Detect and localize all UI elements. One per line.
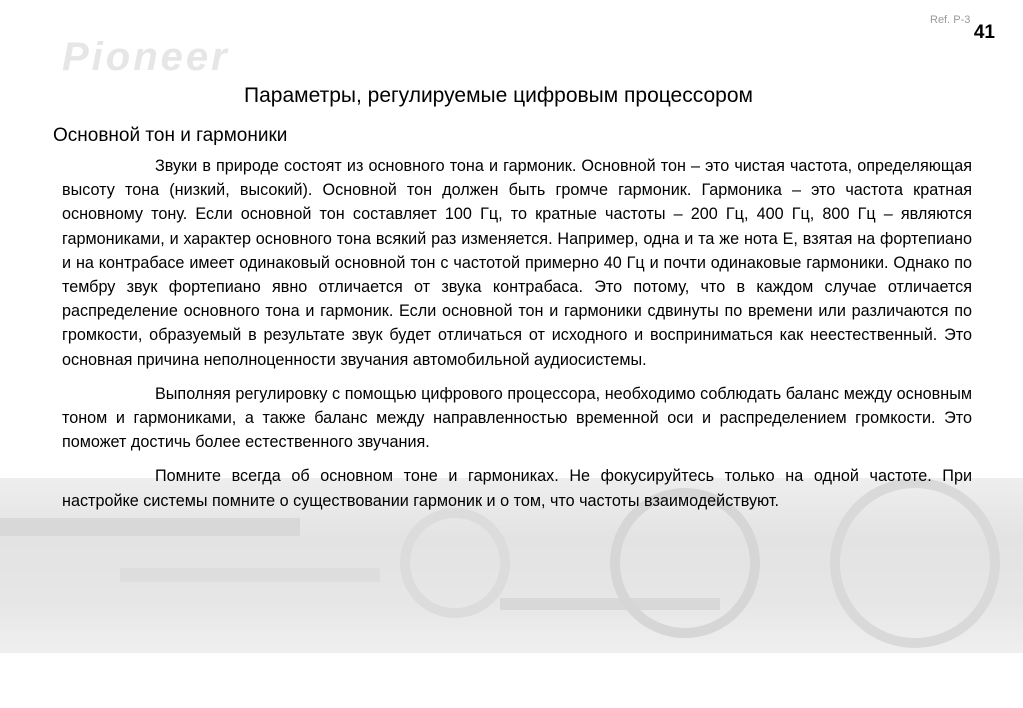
logo-text: Pioneer — [62, 36, 230, 76]
paragraph: Звуки в природе состоят из основного тона и гармоник. Основной тон – это чистая частота, определяющая высоту тона (низкий, высокий). Основной тон должен быть громче гармоник. Гармоника – это частота кратная основному тону. Если основной тон составляет 100 Гц, то кратные частоты – 200 Гц, 400 Гц, 800 Гц – являются гармониками, и характер основного тона всякий раз изменяется. Например, одна и та же нота Е, взятая на фортепиано и на контрабасе имеет одинаковый основной тон с частотой примерно 40 Гц и почти одинаковые гармоники. Однако по тембру звук фортепиано явно отличается от звука контрабаса. Это потому, что в каждом случае отличается распределение основного тона и гармоник. Если основной тон и гармоники сдвинуты по времени или различаются по громкости, образуемый в результате звук будет отличаться от исходного и восприниматься как неестественный. Это основная причина неполноценности звучания автомобильной аудиосистемы. — [62, 157, 972, 369]
paragraph: Выполняя регулировку с помощью цифрового процессора, необходимо соблюдать баланс между основным тоном и гармониками, а также баланс между направленностью временной оси и распределением громкости. Это поможет достичь более естественного звучания. — [62, 384, 972, 452]
background-shape — [120, 568, 380, 582]
page-title: Параметры, регулируемые цифровым процессором — [244, 84, 753, 107]
pioneer-logo — [62, 36, 322, 76]
page-number: 41 — [973, 22, 995, 43]
paragraph: Помните всегда об основном тоне и гармониках. Не фокусируйтесь только на одной частоте. При настройке системы помните о существовании гармоник и о том, что частоты взаимодействуют. — [62, 467, 972, 510]
body-text — [62, 154, 972, 523]
section-heading: Основной тон и гармоники — [53, 125, 288, 146]
reference-label: Ref. P-3 — [930, 14, 971, 26]
background-shape — [400, 508, 510, 618]
